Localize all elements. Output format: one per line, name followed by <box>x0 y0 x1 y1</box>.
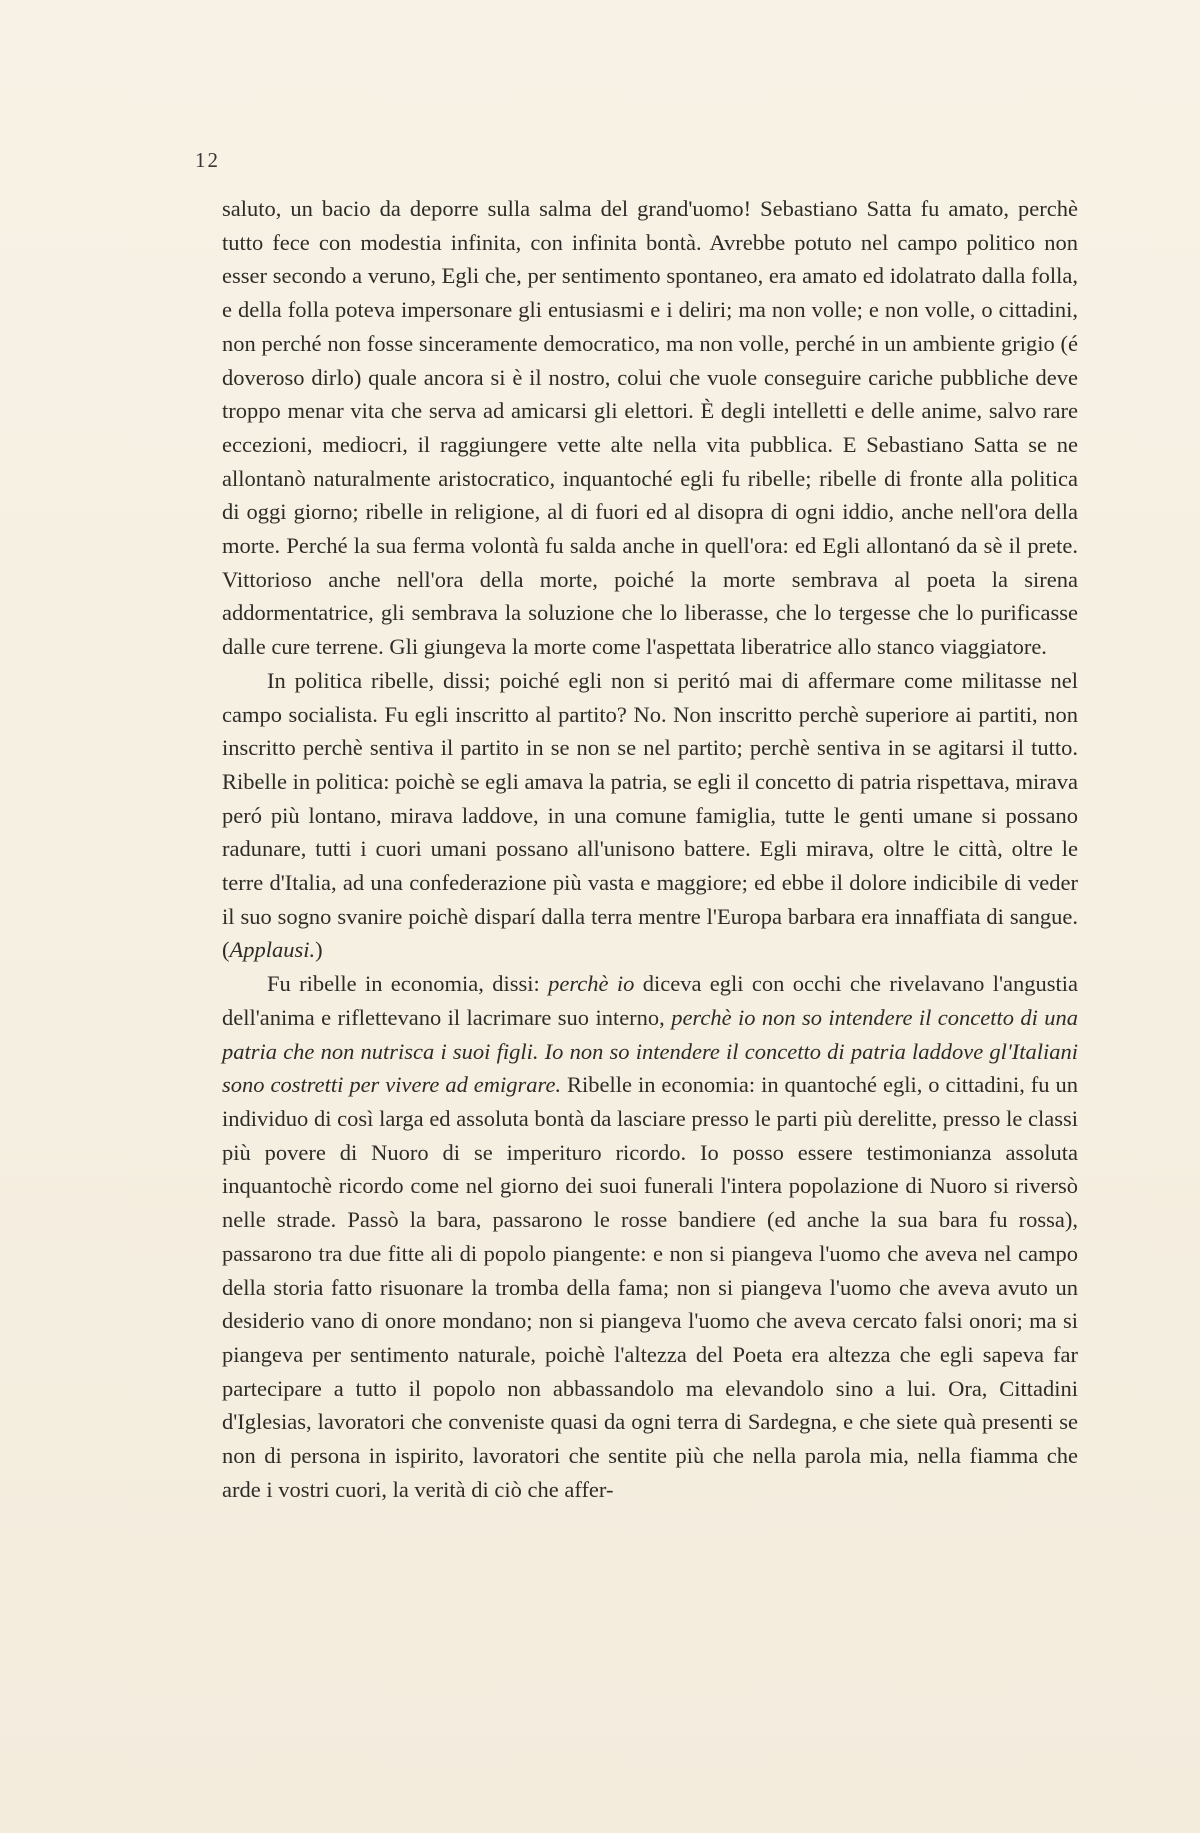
paragraph-2 <box>222 664 1078 967</box>
paragraph-3-text-c: Ribelle in economia: in quantoché egli, o cittadini, fu un individuo di così larga ed assoluta bontà da lasciare presso le parti più derelitte, presso le classi più povere di Nuoro di se imperituro ricordo. Io posso essere testimonianza assoluta inquantochè ricordo come nel giorno dei suoi funerali l'intera popolazione di Nuoro si riversò nelle strade. Passò la bara, passarono le rosse bandiere (ed anche la sua bara fu rossa), passarono tra due fitte ali di popolo piangente: e non si piangeva l'uomo che aveva nel campo della storia fatto risuonare la tromba della fama; non si piangeva l'uomo che aveva avuto un desiderio vano di onore mondano; non si piangeva l'uomo che aveva cercato falsi onori; ma si piangeva per sentimento naturale, poichè l'altezza del Poeta era altezza che egli sapeva far partecipare a tutto il popolo non abbassandolo ma elevandolo sino a lui. Ora, Cittadini d'Iglesias, lavoratori che conveniste quasi da ogni terra di Sardegna, e che siete quà presenti se non di persona in ispirito, lavoratori che sentite più che nella parola mia, nella fiamma che arde i vostri cuori, la verità di ciò che affer- <box>222 1072 1078 1502</box>
paragraph-3-text-b: diceva egli con occhi che rivelavano l'angustia dell'anima e riflettevano il lacrimare suo interno, <box>222 971 1078 1030</box>
applause-note: Applausi. <box>229 937 316 963</box>
paragraph-1 <box>222 192 1078 664</box>
paragraph-3-quote-b: perchè io non so intendere il concetto di una patria che non nutrisca i suoi figli. Io non so intendere il concetto di patria laddove gl'Italiani sono costretti per vivere ad emigrare. <box>222 1004 1078 1098</box>
paragraph-2-text: In politica ribelle, dissi; poiché egli non si peritó mai di affermare come militasse nel campo socialista. Fu egli inscritto al partito? No. Non inscritto perchè superiore ai partiti, non inscritto perchè sentiva il partito in se non se nel partito; perchè sentiva in se agitarsi il tutto. Ribelle in politica: poichè se egli amava la patria, se egli il concetto di patria rispettava, mirava peró più lontano, mirava laddove, in una comune famiglia, tutte le genti umane si possano radunare, tutti i cuori umani possano all'unisono battere. Egli mirava, oltre le città, oltre le terre d'Italia, ad una confederazione più vasta e maggiore; ed ebbe il dolore indicibile di veder il suo sogno svanire poichè disparí dalla terra mentre l'Europa barbara era innaffiata di sangue. ( <box>222 667 1078 963</box>
page-number: 12 <box>195 148 220 172</box>
paragraph-2-close: ) <box>315 937 323 963</box>
paragraph-1-text: saluto, un bacio da deporre sulla salma del grand'uomo! Sebastiano Satta fu amato, perchè tutto fece con modestia infinita, con infinita bontà. Avrebbe potuto nel campo politico non esser secondo a veruno, Egli che, per sentimento spontaneo, era amato ed idolatrato dalla folla, e della folla poteva impersonare gli entusiasmi e i deliri; ma non volle; e non volle, o cittadini, non perché non fosse sinceramente democratico, ma non volle, perché in un ambiente grigio (é doveroso dirlo) quale ancora si è il nostro, colui che vuole conseguire cariche pubbliche deve troppo menar vita che serva ad amicarsi gli elettori. È degli intelletti e delle anime, salvo rare eccezioni, mediocri, il raggiungere vette alte nella vita pubblica. E Sebastiano Satta se ne allontanò naturalmente aristocratico, inquantoché egli fu ribelle; ribelle di fronte alla politica di oggi giorno; ribelle in religione, al di fuori ed al disopra di ogni iddio, anche nell'ora della morte. Perché la sua ferma volontà fu salda anche in quell'ora: ed Egli allontanó da sè il prete. Vittorioso anche nell'ora della morte, poiché la morte sembrava al poeta la sirena addormentatrice, gli sembrava la soluzione che lo liberasse, che lo tergesse che lo purificasse dalle cure terrene. Gli giungeva la morte come l'aspettata liberatrice allo stanco viaggiatore. <box>222 196 1078 660</box>
body-text <box>222 192 1078 1506</box>
paragraph-3 <box>222 967 1078 1506</box>
paragraph-3-text-a: Fu ribelle in economia, dissi: <box>267 971 549 997</box>
paragraph-3-quote-a: perchè io <box>548 971 635 997</box>
